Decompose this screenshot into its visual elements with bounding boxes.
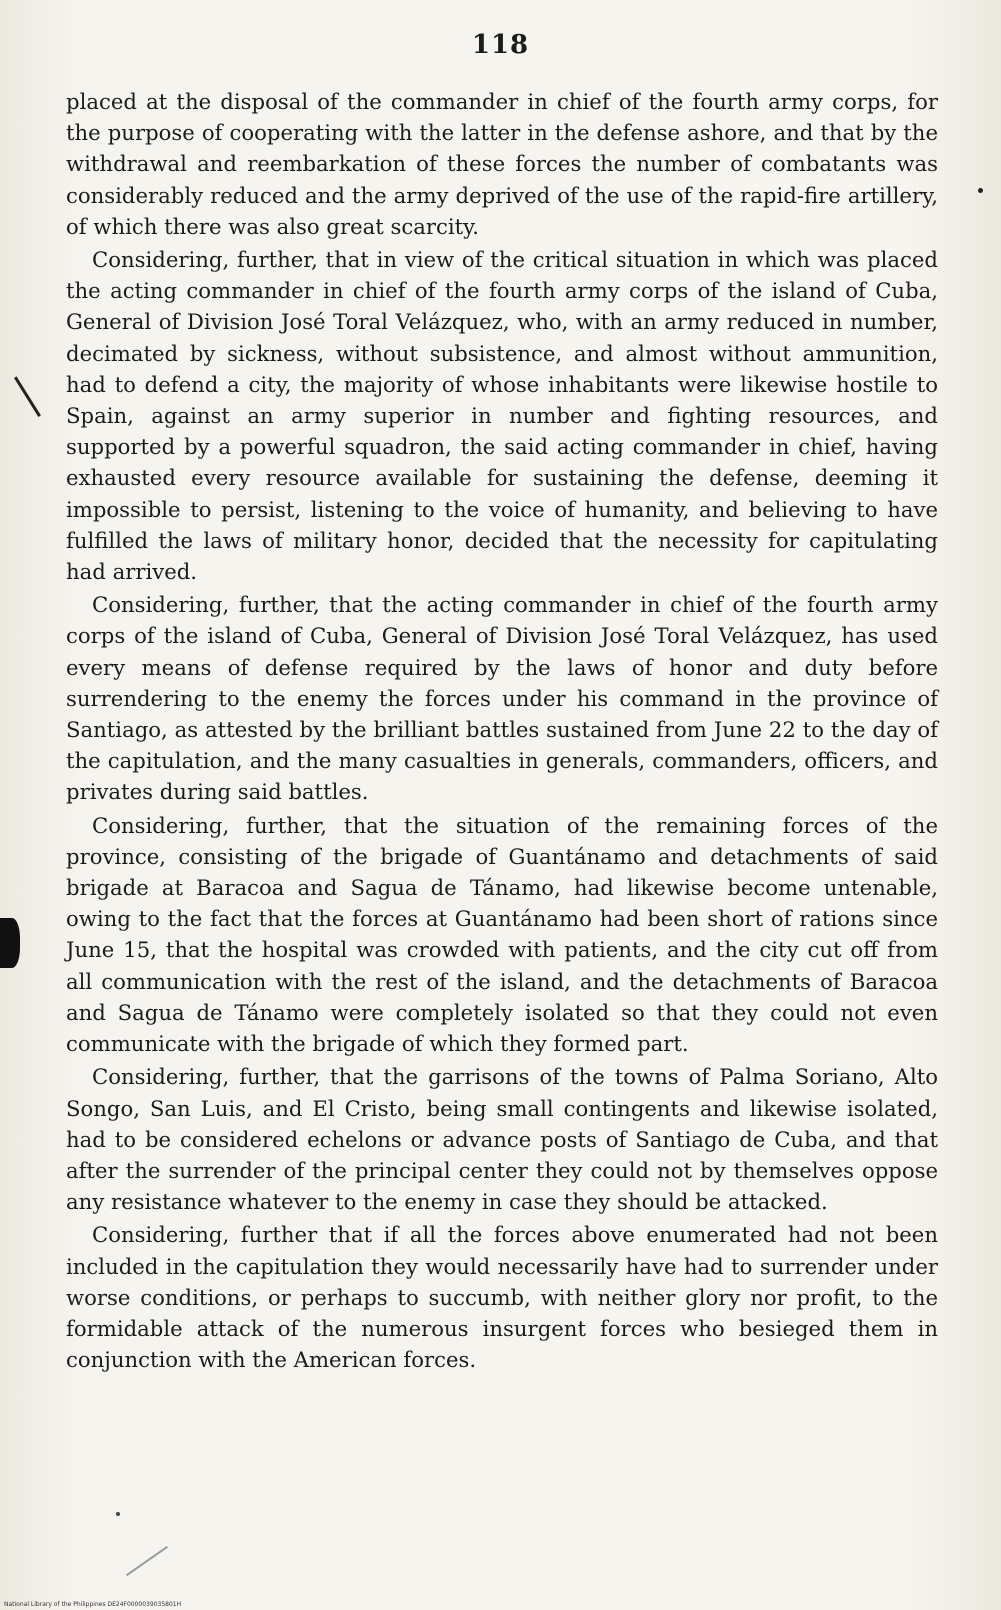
body-text — [66, 86, 938, 1377]
margin-dot — [978, 188, 983, 193]
paragraph: Considering, further, that in view of the critical situation in which was placed the acting commander in chief of the fourth army corps of the island of Cuba, General of Division José Toral Velázquez, who, with an army reduced in number, decimated by sickness, without subsistence, and almost without ammunition, had to defend a city, the majority of whose inhabitants were likewise hostile to Spain, against an army superior in number and fighting resources, and supported by a powerful squadron, the said acting commander in chief, having exhausted every resource available for sustaining the defense, deeming it impossible to persist, listening to the voice of humanity, and believing to have fulfilled the laws of military honor, decided that the necessity for capitulating had arrived. — [66, 247, 938, 585]
page-speck — [116, 1512, 120, 1516]
margin-pen-mark — [14, 376, 41, 417]
paragraph: Considering, further, that the garrisons of the towns of Palma Soriano, Alto Songo, San Luis, and El Cristo, being small contingents and likewise isolated, had to be considered echelons or advance posts of Santiago de Cuba, and that after the surrender of the principal center they could not by themselves oppose any resistance whatever to the enemy in case they should be attacked. — [66, 1064, 938, 1215]
paragraph-continuation: placed at the disposal of the commander in chief of the fourth army corps, for the purpose of cooperating with the latter in the defense ashore, and that by the withdrawal and reembarkation of these forces the number of combatants was considerably reduced and the army deprived of the use of the rapid-fire artillery, of which there was also great scarcity. — [66, 89, 938, 239]
paragraph: Considering, further, that the acting commander in chief of the fourth army corps of the island of Cuba, General of Division José Toral Velázquez, has used every means of defense required by the laws of honor and duty before surrendering to the enemy the forces under his command in the province of Santiago, as attested by the brilliant battles sustained from June 22 to the day of the capitulation, and the many casualties in generals, commanders, officers, and privates during said battles. — [66, 592, 938, 805]
paragraph: Considering, further, that the situation of the remaining forces of the province, consisting of the brigade of Guantánamo and detachments of said brigade at Baracoa and Sagua de Tánamo, had likewise become untenable, owing to the fact that the forces at Guantánamo had been short of rations since June 15, that the hospital was crowded with patients, and the city cut off from all communication with the rest of the island, and the detachments of Baracoa and Sagua de Tánamo were completely isolated so that they could not even communicate with the brigade of which they formed part. — [66, 812, 938, 1057]
scan-credit: National Library of the Philippines DE24F0000039035801H — [4, 1601, 182, 1608]
pencil-stroke — [126, 1546, 168, 1576]
paragraph: Considering, further that if all the forces above enumerated had not been included in the capitulation they would necessarily have had to surrender under worse conditions, or perhaps to succumb, with neither glory nor profit, to the formidable attack of the numerous insurgent forces who besieged them in conjunction with the American forces. — [66, 1222, 938, 1373]
page-number: 118 — [471, 30, 530, 60]
ink-blot — [0, 918, 20, 968]
